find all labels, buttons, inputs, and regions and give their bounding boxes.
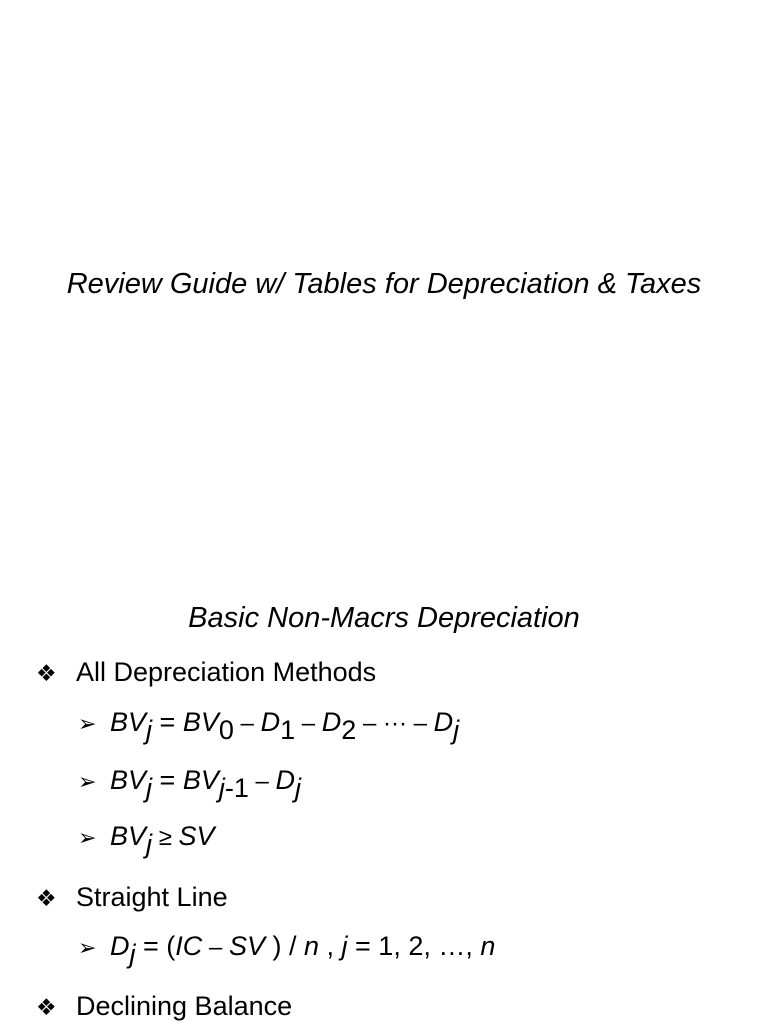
formula-term: D [321,707,342,737]
diamond-bullet-icon: ❖ [36,661,57,687]
bullet-straight-line [36,879,228,917]
formula-subscript: j [453,715,460,745]
formula-subscript: -1 [224,773,249,803]
formula-book-value-sum [78,704,459,743]
formula-operator: , [319,931,342,961]
formula-operator: – [202,934,229,961]
formula-term: IC [175,931,203,961]
arrow-bullet-icon: ➢ [78,712,97,737]
formula-subscript: j [146,715,153,745]
formula-subscript: j [218,773,225,803]
formula-operator: – [233,710,261,737]
formula-term: D [260,707,281,737]
formula-term: SV [228,931,265,961]
formula-operator: ) / [264,931,304,961]
arrow-bullet-icon: ➢ [78,826,97,851]
bullet-declining-balance [36,988,292,1026]
formula-operator: = [152,707,183,737]
formula-term: BV [182,707,219,737]
formula-term: D [110,931,130,961]
formula-subscript: j [146,773,153,803]
formula-term: BV [110,821,147,851]
diamond-bullet-icon: ❖ [36,886,57,912]
formula-term: BV [182,765,219,795]
bullet-label: All Depreciation Methods [76,657,377,687]
formula-term: n [303,931,320,961]
formula-book-value-min [78,818,215,857]
formula-operator: = ( [135,931,176,961]
formula-subscript: j [146,829,153,859]
formula-term: BV [110,707,147,737]
formula-term: SV [178,821,215,851]
formula-operator: ≥ [152,824,179,851]
formula-operator: = 1, 2, …, [347,931,481,961]
formula-term: D [275,765,296,795]
formula-subscript: j [129,939,136,969]
formula-term: j [341,931,348,961]
bullet-label: Straight Line [76,882,228,912]
formula-operator: – ··· – [356,710,434,737]
formula-subscript: j [295,773,302,803]
formula-operator: – [295,710,322,737]
formula-book-value-recursive [78,762,301,801]
arrow-bullet-icon: ➢ [78,936,97,961]
section-title: Basic Non-Macrs Depreciation [188,602,580,634]
formula-term: BV [110,765,147,795]
formula-term: n [480,931,496,961]
formula-operator: – [248,768,276,795]
bullet-label: Declining Balance [76,991,293,1021]
formula-subscript: 1 [280,715,296,745]
diamond-bullet-icon: ❖ [36,995,57,1021]
formula-subscript: 2 [341,715,357,745]
formula-straight-line [78,928,495,967]
document-title: Review Guide w/ Tables for Depreciation & Taxes [66,268,702,300]
formula-term: D [433,707,454,737]
formula-operator: = [152,765,183,795]
formula-subscript: 0 [218,715,234,745]
arrow-bullet-icon: ➢ [78,770,97,795]
bullet-all-depreciation-methods [36,654,376,692]
